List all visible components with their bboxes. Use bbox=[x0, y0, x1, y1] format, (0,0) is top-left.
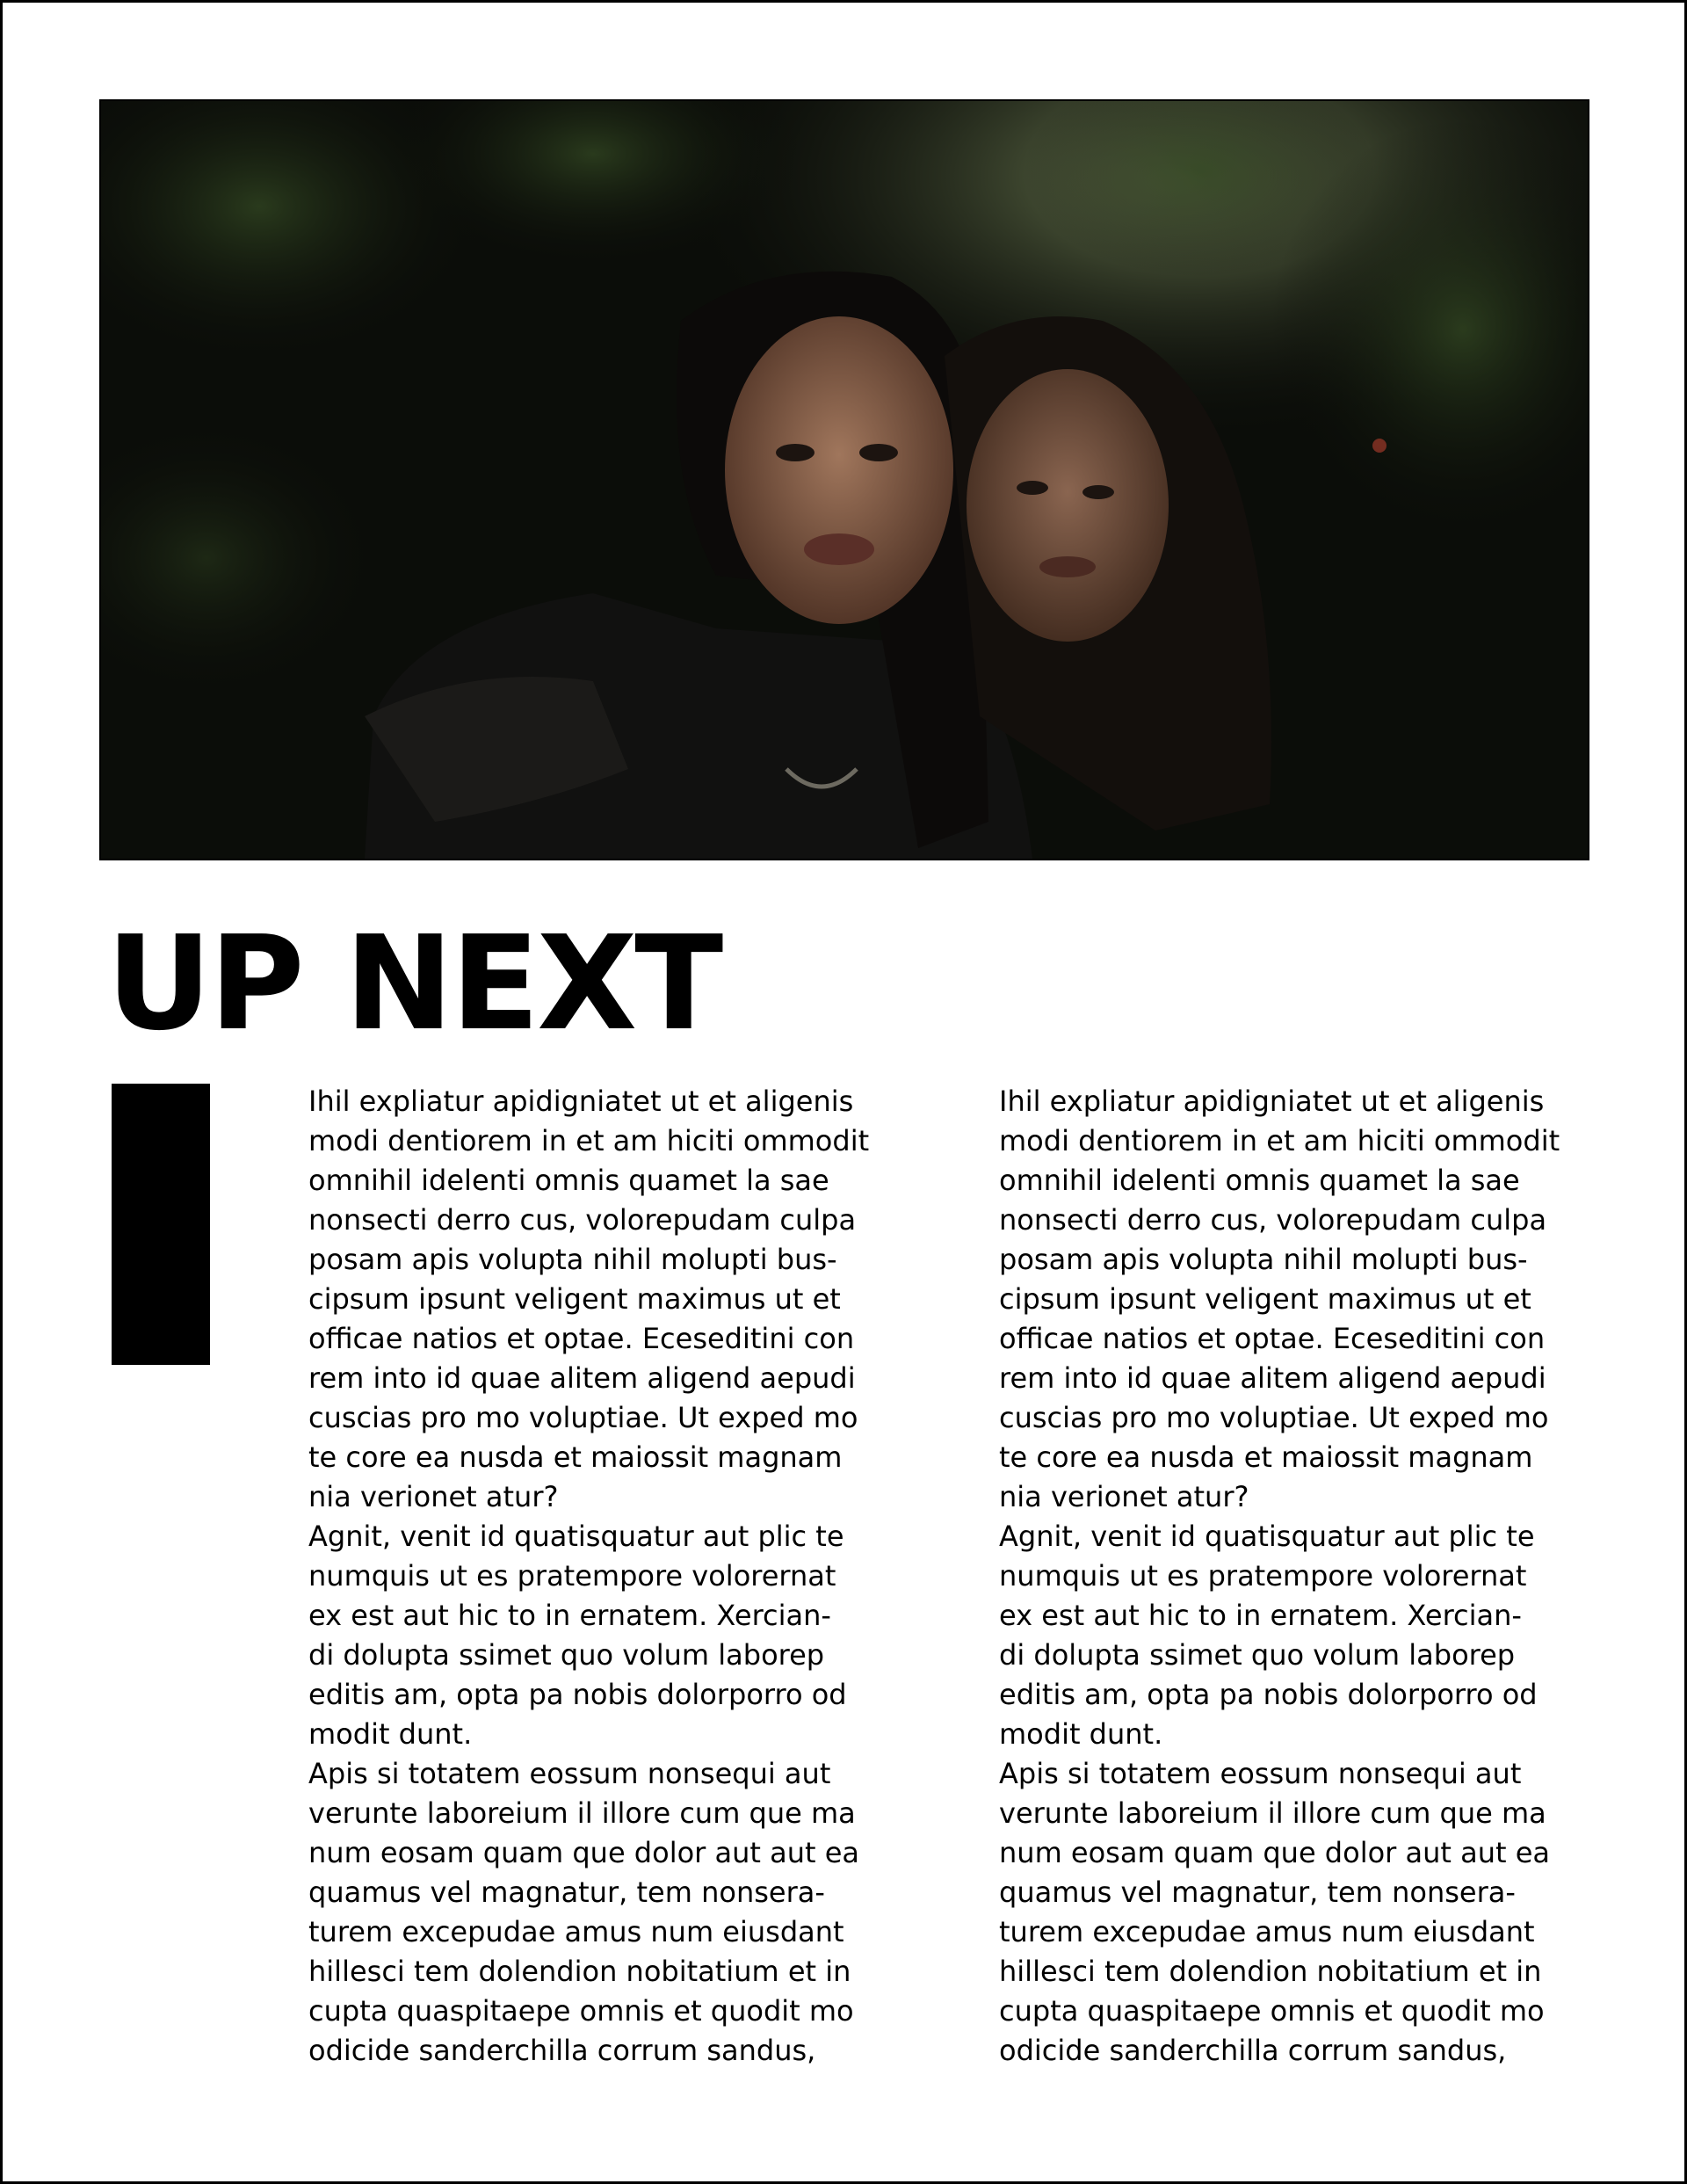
body-text-line: cuscias pro mo voluptiae. Ut exped mo bbox=[999, 1401, 1549, 1434]
page-title: UP NEXT bbox=[106, 908, 721, 1059]
body-paragraph bbox=[308, 1517, 915, 1754]
body-text-line: verunte laboreium il illore cum que ma bbox=[999, 1796, 1546, 1830]
body-paragraph bbox=[999, 1754, 1605, 2071]
body-text-line: omnihil idelenti omnis quamet la sae bbox=[308, 1164, 829, 1197]
body-text-line: Apis si totatem eossum nonsequi aut bbox=[308, 1757, 831, 1790]
body-text-line: editis am, opta pa nobis dolorporro od bbox=[999, 1678, 1538, 1711]
body-text-line: turem excepudae amus num eiusdant bbox=[999, 1915, 1535, 1948]
body-text-line: omnihil idelenti omnis quamet la sae bbox=[999, 1164, 1520, 1197]
body-text-line: Agnit, venit id quatisquatur aut plic te bbox=[999, 1520, 1535, 1553]
body-text-line: te core ea nusda et maiossit magnam bbox=[999, 1440, 1533, 1474]
body-text-line: verunte laboreium il illore cum que ma bbox=[308, 1796, 856, 1830]
body-text-line: turem excepudae amus num eiusdant bbox=[308, 1915, 844, 1948]
body-text-line: modi dentiorem in et am hiciti ommodit bbox=[999, 1124, 1560, 1157]
body-text-line: quamus vel magnatur, tem nonsera- bbox=[999, 1876, 1516, 1909]
body-text-line: num eosam quam que dolor aut aut ea bbox=[308, 1836, 859, 1869]
body-text-line: odicide sanderchilla corrum sandus, bbox=[308, 2034, 816, 2067]
text-column-left bbox=[308, 1082, 915, 2071]
body-text-line: nia verionet atur? bbox=[999, 1480, 1249, 1513]
body-text-line: nonsecti derro cus, volorepudam culpa bbox=[308, 1203, 857, 1237]
body-text-line: Ihil expliatur apidigniatet ut et aligenis bbox=[999, 1085, 1545, 1118]
exclamation-mark-bar bbox=[112, 1084, 210, 1308]
hero-photo-illustration bbox=[101, 101, 1588, 859]
body-text-line: rem into id quae alitem aligend aepudi bbox=[308, 1361, 856, 1395]
body-text-line: modit dunt. bbox=[999, 1717, 1163, 1751]
body-text-line: posam apis volupta nihil molupti bus- bbox=[308, 1243, 837, 1276]
body-text-line: di dolupta ssimet quo volum laborep bbox=[999, 1638, 1516, 1672]
body-text-line: ex est aut hic to in ernatem. Xercian- bbox=[308, 1599, 831, 1632]
body-text-line: cuscias pro mo voluptiae. Ut exped mo bbox=[308, 1401, 858, 1434]
body-text-line: quamus vel magnatur, tem nonsera- bbox=[308, 1876, 825, 1909]
body-text-line: modit dunt. bbox=[308, 1717, 473, 1751]
body-text-line: cupta quaspitaepe omnis et quodit mo bbox=[308, 1994, 854, 2028]
body-text-line: nonsecti derro cus, volorepudam culpa bbox=[999, 1203, 1547, 1237]
body-paragraph bbox=[308, 1754, 915, 2071]
body-text-line: numquis ut es pratempore volorernat bbox=[308, 1559, 836, 1593]
exclamation-mark-dot bbox=[112, 1303, 210, 1365]
body-text-line: odicide sanderchilla corrum sandus, bbox=[999, 2034, 1507, 2067]
body-paragraph bbox=[308, 1082, 915, 1517]
body-text-line: cupta quaspitaepe omnis et quodit mo bbox=[999, 1994, 1545, 2028]
body-paragraph bbox=[999, 1517, 1605, 1754]
body-text-line: posam apis volupta nihil molupti bus- bbox=[999, 1243, 1528, 1276]
body-text-line: num eosam quam que dolor aut aut ea bbox=[999, 1836, 1550, 1869]
body-text-line: hillesci tem dolendion nobitatium et in bbox=[308, 1955, 851, 1988]
body-text-line: di dolupta ssimet quo volum laborep bbox=[308, 1638, 825, 1672]
body-text-line: te core ea nusda et maiossit magnam bbox=[308, 1440, 843, 1474]
text-column-right bbox=[999, 1082, 1605, 2071]
body-text-line: numquis ut es pratempore volorernat bbox=[999, 1559, 1527, 1593]
body-text-line: nia verionet atur? bbox=[308, 1480, 559, 1513]
body-text-line: officae natios et optae. Eceseditini con bbox=[999, 1322, 1546, 1355]
hero-photo bbox=[99, 99, 1589, 860]
body-text-line: Agnit, venit id quatisquatur aut plic te bbox=[308, 1520, 844, 1553]
body-text-line: editis am, opta pa nobis dolorporro od bbox=[308, 1678, 847, 1711]
body-text-line: cipsum ipsunt veligent maximus ut et bbox=[999, 1282, 1531, 1316]
body-paragraph bbox=[999, 1082, 1605, 1517]
body-text-line: rem into id quae alitem aligend aepudi bbox=[999, 1361, 1546, 1395]
body-text-line: Apis si totatem eossum nonsequi aut bbox=[999, 1757, 1522, 1790]
body-text-line: officae natios et optae. Eceseditini con bbox=[308, 1322, 855, 1355]
body-text-line: modi dentiorem in et am hiciti ommodit bbox=[308, 1124, 870, 1157]
body-text-line: hillesci tem dolendion nobitatium et in bbox=[999, 1955, 1542, 1988]
body-text-line: cipsum ipsunt veligent maximus ut et bbox=[308, 1282, 841, 1316]
body-text-line: Ihil expliatur apidigniatet ut et aligenis bbox=[308, 1085, 854, 1118]
body-text-line: ex est aut hic to in ernatem. Xercian- bbox=[999, 1599, 1522, 1632]
